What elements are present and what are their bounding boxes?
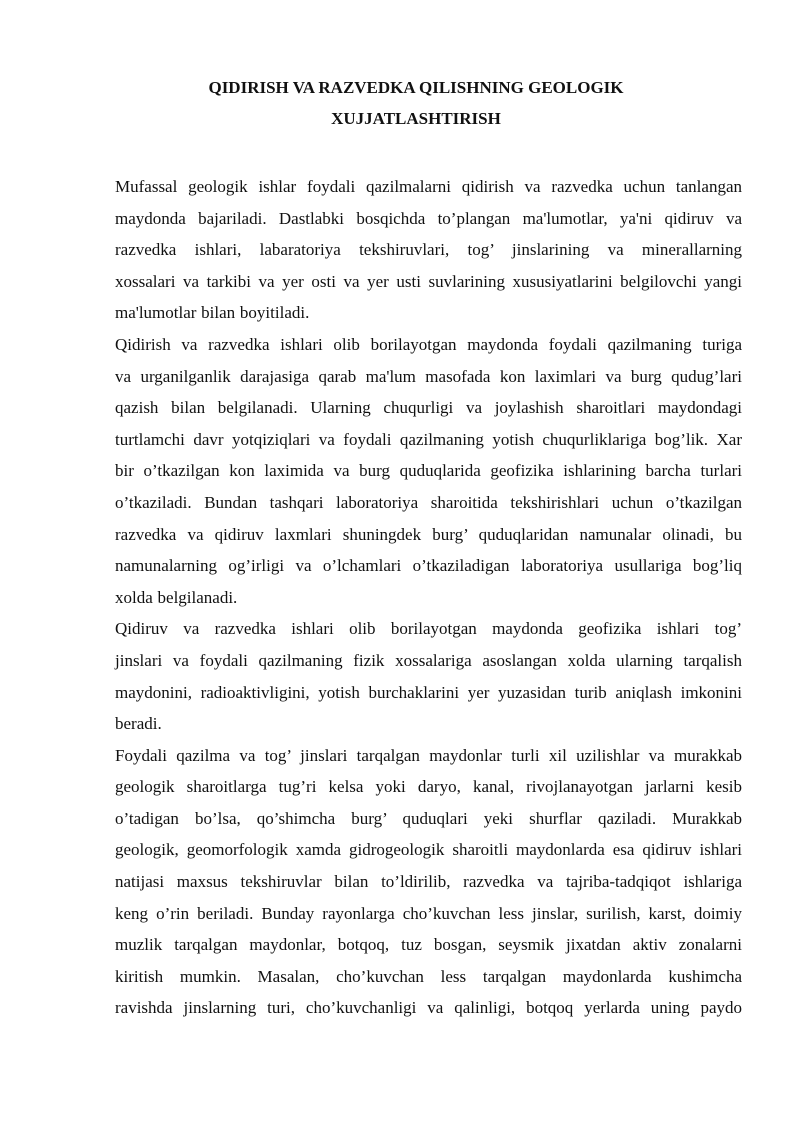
paragraph-2 [90, 329, 742, 613]
text-line: keng o’rin beriladi. Bunday rayonlarga cho’kuvchan less jinslar, surilish, karst, doimiy [115, 903, 742, 923]
text-line: Qidiruv va razvedka ishlari olib borilayotgan maydonda geofizika ishlari tog’ [115, 619, 742, 639]
text-line: maydonini, radioaktivligini, yotish burchaklarini yer yuzasidan turib aniqlash imkonini [115, 682, 742, 702]
text-line: turtlamchi davr yotqiziqlari va foydali qazilmaning yotish chuqurliklariga bog’lik. Xar [115, 429, 742, 449]
text-line: geologik, geomorfologik xamda gidrogeologik sharoitli maydonlarda esa qidiruv ishlari [115, 840, 742, 860]
document-title [90, 72, 742, 134]
paragraph-1 [90, 171, 742, 329]
text-line: o’tadigan bo’lsa, qo’shimcha burg’ quduqlari yeki shurflar qaziladi. Murakkab [115, 808, 742, 828]
paragraph-3 [90, 613, 742, 739]
text-line: namunalarning og’irligi va o’lchamlari o’tkaziladigan laboratoriya usullariga bog’liq [115, 556, 742, 576]
text-line: ma'lumotlar bilan boyitiladi. [115, 303, 310, 323]
text-line: geologik sharoitlarga tug’ri kelsa yoki daryo, kanal, rivojlanayotgan jarlarni kesib [115, 777, 742, 797]
text-line: kiritish mumkin. Masalan, cho’kuvchan less tarqalgan maydonlarda kushimcha [115, 966, 742, 986]
text-line: Mufassal geologik ishlar foydali qazilmalarni qidirish va razvedka uchun tanlangan [115, 177, 742, 196]
text-line: razvedka ishlari, labaratoriya tekshiruvlari, tog’ jinslarining va minerallarning [115, 240, 742, 260]
text-line: o’tkaziladi. Bundan tashqari laboratoriya sharoitida tekshirishlari uchun o’tkazilgan [115, 492, 742, 512]
title-line: QIDIRISH VA RAZVEDKA QILISHNING GEOLOGIK [208, 78, 624, 97]
text-line: va urganilganlik darajasiga qarab ma'lum masofada kon laximlari va burg qudug’lari [115, 366, 742, 386]
title-line: XUJJATLASHTIRISH [331, 109, 501, 128]
text-line: natijasi maxsus tekshiruvlar bilan to’ldirilib, razvedka va tajriba-tadqiqot ishlariga [115, 872, 742, 892]
text-line: razvedka va qidiruv laxmlari shuningdek burg’ quduqlaridan namunalar olinadi, bu [115, 524, 742, 544]
text-line: maydonda bajariladi. Dastlabki bosqichda to’plangan ma'lumotlar, ya'ni qidiruv va [115, 208, 742, 228]
text-line: muzlik tarqalgan maydonlar, botqoq, tuz bosgan, seysmik jixatdan aktiv zonalarni [115, 935, 742, 955]
text-line: bir o’tkazilgan kon laximida va burg quduqlarida geofizika ishlarining barcha turlari [115, 461, 742, 481]
text-line: jinslari va foydali qazilmaning fizik xossalariga asoslangan xolda ularning tarqalish [115, 650, 742, 670]
text-line: Foydali qazilma va tog’ jinslari tarqalgan maydonlar turli xil uzilishlar va murakkab [115, 745, 742, 765]
document-body [90, 171, 742, 1024]
paragraph-4 [90, 740, 742, 1024]
text-line: xolda belgilanadi. [115, 587, 238, 607]
text-line: ravishda jinslarning turi, cho’kuvchanligi va qalinligi, botqoq yerlarda uning paydo [115, 998, 742, 1018]
text-line: xossalari va tarkibi va yer osti va yer usti suvlarining xususiyatlarini belgilovchi yangi [115, 271, 742, 291]
text-line: beradi. [115, 714, 162, 734]
text-line: Qidirish va razvedka ishlari olib borilayotgan maydonda foydali qazilmaning turiga [115, 334, 742, 354]
text-line: qazish bilan belgilanadi. Ularning chuqurligi va joylashish sharoitlari maydondagi [115, 398, 742, 418]
